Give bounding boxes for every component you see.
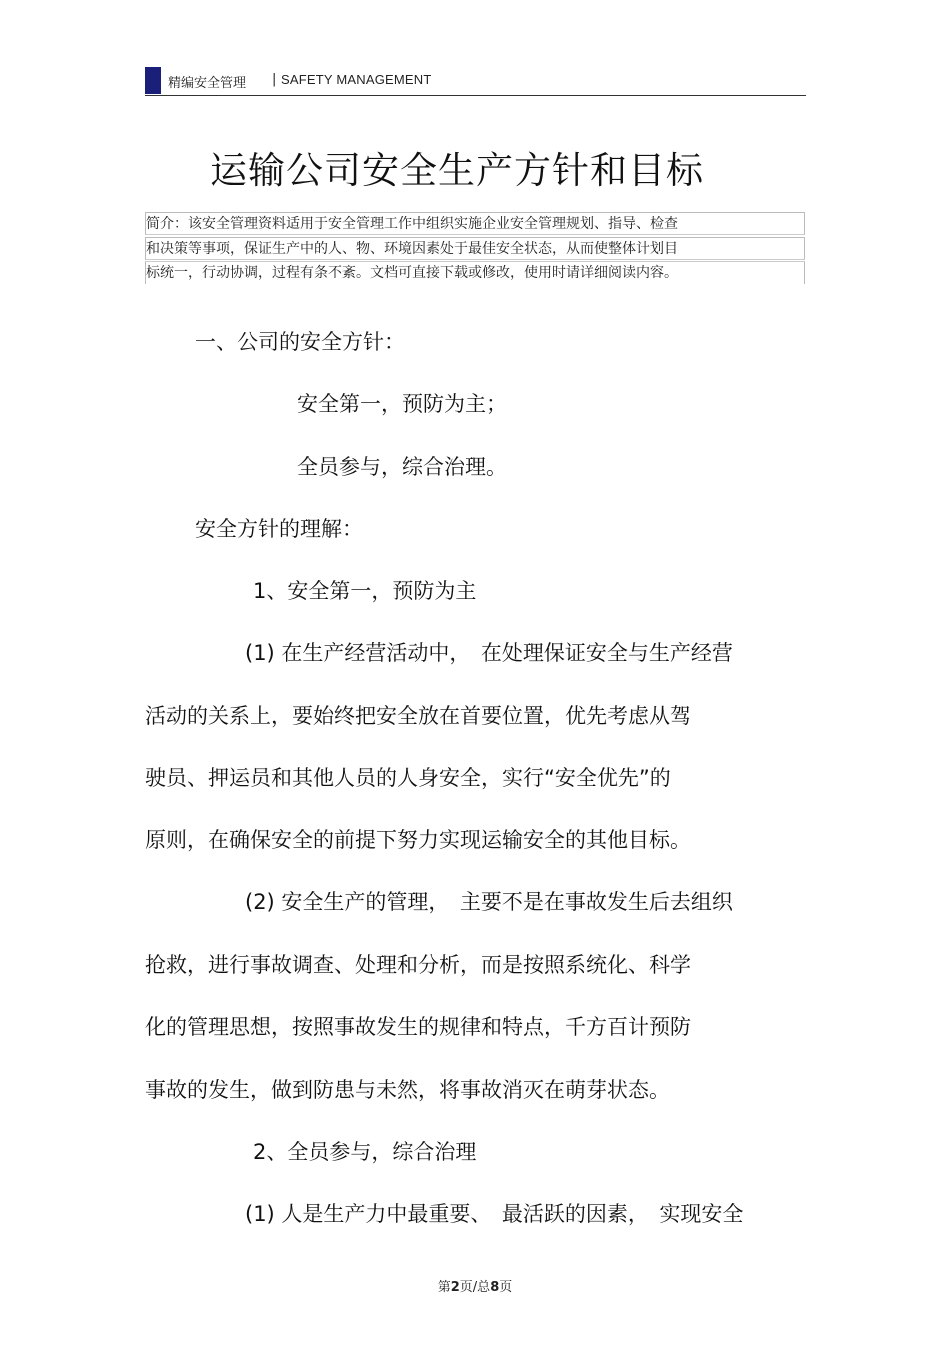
policy-line: 安全第一，预防为主； xyxy=(297,392,507,416)
logo-mark xyxy=(145,67,161,94)
policy-line: 全员参与，综合治理。 xyxy=(297,455,507,479)
intro-line: 标统一，行动协调，过程有条不紊。文档可直接下载或修改，使用时请详细阅读内容。 xyxy=(145,261,805,284)
header-separator: | xyxy=(272,72,277,87)
paragraph-line: 活动的关系上，要始终把安全放在首要位置，优先考虑从驾 xyxy=(145,704,691,728)
header-brand: 精编安全管理 xyxy=(168,76,247,91)
paragraph-line: 化的管理思想，按照事故发生的规律和特点，千方百计预防 xyxy=(145,1015,691,1039)
section-heading: 一、公司的安全方针： xyxy=(195,330,405,354)
subsection-heading: 安全方针的理解： xyxy=(195,517,363,541)
paragraph-line: (1) 在生产经营活动中， 在处理保证安全与生产经营 xyxy=(245,641,733,665)
paragraph-line: 事故的发生，做到防患与未然，将事故消灭在萌芽状态。 xyxy=(145,1078,670,1102)
paragraph-line: (2) 安全生产的管理， 主要不是在事故发生后去组织 xyxy=(245,890,733,914)
document-title: 运输公司安全生产方针和目标 xyxy=(210,149,704,192)
item-heading: 1、安全第一，预防为主 xyxy=(253,579,477,603)
total-pages: 8 xyxy=(490,1280,500,1295)
page-indicator xyxy=(0,1276,950,1295)
paragraph-line: 驶员、押运员和其他人员的人身安全，实行“安全优先”的 xyxy=(145,766,671,790)
header-subtitle: SAFETY MANAGEMENT xyxy=(281,72,432,87)
header-divider xyxy=(145,95,806,96)
item-heading: 2、全员参与，综合治理 xyxy=(253,1140,477,1164)
paragraph-line: (1) 人是生产力中最重要、 最活跃的因素， 实现安全 xyxy=(245,1202,744,1226)
page-prefix: 第 xyxy=(437,1280,451,1295)
page-suffix: 页 xyxy=(499,1280,513,1295)
intro-line: 简介：该安全管理资料适用于安全管理工作中组织实施企业安全管理规划、指导、检查 xyxy=(145,212,805,235)
page-mid: 页/总 xyxy=(459,1280,491,1295)
paragraph-line: 抢救，进行事故调查、处理和分析，而是按照系统化、科学 xyxy=(145,953,691,977)
intro-line: 和决策等事项，保证生产中的人、物、环境因素处于最佳安全状态，从而使整体计划目 xyxy=(145,237,805,260)
paragraph-line: 原则，在确保安全的前提下努力实现运输安全的其他目标。 xyxy=(145,828,691,852)
current-page: 2 xyxy=(450,1280,460,1295)
